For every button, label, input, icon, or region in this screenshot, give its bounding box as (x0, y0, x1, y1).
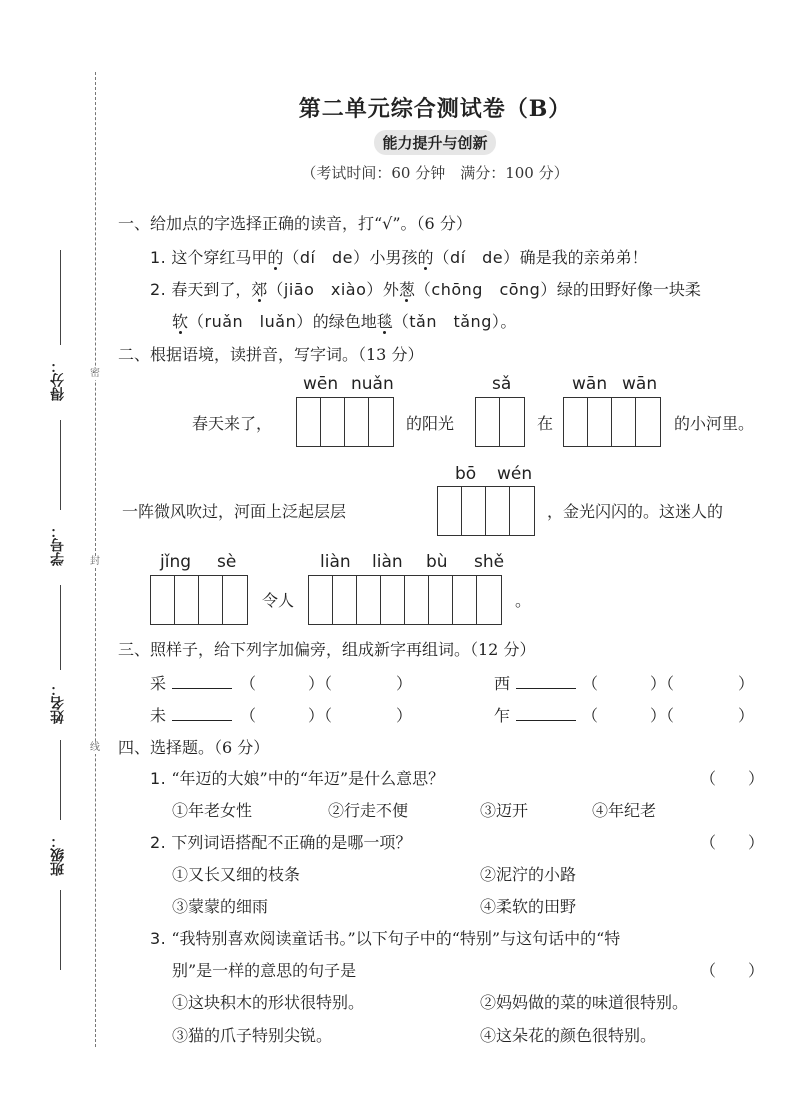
grid-cell[interactable] (345, 398, 369, 446)
s4-q2-number: 2. (150, 833, 167, 852)
s4-q1-option-1[interactable]: ①年老女性 (172, 801, 253, 820)
grid-cell[interactable] (321, 398, 345, 446)
s4-q3-option-1[interactable]: ①这块积木的形状很特别。 (172, 993, 365, 1012)
s4-question-2 (150, 830, 411, 853)
s3-paren-close: ） (396, 706, 413, 725)
grid-cell[interactable] (381, 576, 405, 624)
grid-cell[interactable] (333, 576, 357, 624)
section-2-heading: 二、根据语境，读拼音，写字词。（13 分） (118, 345, 424, 364)
pinyin-wen2: wén (497, 464, 533, 484)
s1-q2-dotted-char-3: 软 (172, 312, 189, 331)
s1-q2-text-3: 绿的田野好像一块柔 (556, 280, 701, 299)
section-1-heading: 一、给加点的字选择正确的读音，打“√”。（6 分） (118, 214, 472, 233)
s4-q2-option-4[interactable]: ④柔软的田野 (480, 897, 577, 916)
s4-q1-answer-paren[interactable]: （ ） (700, 769, 765, 788)
s4-q1-option-2[interactable]: ②行走不便 (328, 801, 409, 820)
s1-q2-pinyin-choice-2[interactable]: （chōng cōng） (414, 280, 557, 299)
grid-cell[interactable] (297, 398, 321, 446)
s3-paren-close: ） (396, 674, 413, 693)
s1-q2-text-1: 春天到了， (171, 280, 252, 299)
s1-q1-text-3: 确是我的亲弟弟！ (519, 248, 648, 267)
s3-char-wei: 未 (150, 706, 167, 725)
writing-grid-sa[interactable] (475, 397, 525, 447)
s4-q1-text: “年迈的大娘”中的“年迈”是什么意思？ (171, 769, 445, 788)
page-title: 第二单元综合测试卷（B） (298, 96, 572, 122)
s2-text-golden: ，金光闪闪的。这迷人的 (547, 502, 724, 521)
s3-char-xi: 西 (494, 674, 511, 693)
class-label: 班级： (50, 834, 66, 876)
section-3-heading: 三、照样子，给下列字加偏旁，组成新字再组词。（12 分） (118, 640, 536, 659)
s4-q3-option-4[interactable]: ④这朵花的颜色很特别。 (480, 1026, 657, 1045)
pinyin-wan-2: wān (622, 374, 658, 394)
grid-cell[interactable] (405, 576, 429, 624)
s3-paren-open: （ (240, 674, 257, 693)
grid-cell[interactable] (369, 398, 393, 446)
s4-q2-option-1[interactable]: ①又长又细的枝条 (172, 865, 301, 884)
s1-q2-text-2: 外 (382, 280, 399, 299)
writing-grid-bowen[interactable] (437, 486, 535, 536)
pinyin-bo: bō (455, 464, 477, 484)
s1-q2-text-5: 。 (500, 312, 517, 331)
writing-grid-jingse[interactable] (150, 575, 248, 625)
pinyin-lian-2: liàn (372, 552, 403, 572)
pinyin-wan-1: wān (572, 374, 608, 394)
s4-q3-text-1: “我特别喜欢阅读童话书。”以下句子中的“特别”与这句话中的“特 (171, 929, 621, 948)
writing-grid-wennuan[interactable] (296, 397, 394, 447)
pinyin-jing: jǐng (160, 552, 192, 572)
s3-paren-close: ） (738, 706, 755, 725)
s4-q3-option-2[interactable]: ②妈妈做的菜的味道很特别。 (480, 993, 689, 1012)
subtitle-wrap (0, 130, 794, 155)
student-id-label: 学号： (50, 524, 66, 566)
writing-grid-lianlianbushe[interactable] (308, 575, 502, 625)
s4-q3-option-3[interactable]: ③猫的爪子特别尖锐。 (172, 1026, 333, 1045)
s3-blank-zha[interactable] (516, 706, 576, 721)
score-write-line[interactable] (60, 250, 61, 345)
s4-q2-option-2[interactable]: ②泥泞的小路 (480, 865, 577, 884)
seal-char-mi: 密 (90, 368, 100, 379)
s1-q2-dotted-char-4: 毯 (376, 312, 393, 331)
s3-paren-mid[interactable]: ）（ (650, 706, 675, 725)
s3-paren-mid[interactable]: ）（ (308, 706, 333, 725)
pinyin-nuan: nuǎn (351, 374, 394, 394)
s4-question-1 (150, 766, 444, 789)
pinyin-se: sè (217, 552, 237, 572)
s3-paren-open: （ (240, 706, 257, 725)
class-write-line-lower[interactable] (60, 890, 61, 970)
pinyin-she: shě (474, 552, 505, 572)
writing-grid-wanwan[interactable] (563, 397, 661, 447)
seal-char-feng: 封 (90, 556, 100, 567)
class-write-line[interactable] (60, 740, 61, 820)
s3-char-zha: 乍 (494, 706, 511, 725)
grid-cell[interactable] (477, 576, 501, 624)
exam-info: （考试时间：60 分钟 满分：100 分） (301, 164, 569, 182)
s1-q1-pinyin-choice-1[interactable]: （dí de） (283, 248, 370, 267)
s3-blank-xi[interactable] (516, 674, 576, 689)
grid-cell[interactable] (151, 576, 175, 624)
pinyin-lian-1: liàn (320, 552, 351, 572)
grid-cell[interactable] (462, 487, 486, 535)
s3-paren-open: （ (582, 674, 599, 693)
grid-cell[interactable] (612, 398, 636, 446)
subtitle-badge: 能力提升与创新 (374, 130, 495, 155)
s2-text-river: 的小河里。 (674, 414, 755, 433)
grid-cell[interactable] (588, 398, 612, 446)
s3-paren-open: （ (582, 706, 599, 725)
name-write-line[interactable] (60, 585, 61, 670)
grid-cell[interactable] (636, 398, 660, 446)
s4-q2-answer-paren[interactable]: （ ） (700, 833, 765, 852)
s1-q2-dotted-char-1: 郊 (251, 280, 268, 299)
s2-text-sunshine: 的阳光 (406, 414, 455, 433)
pinyin-sa: sǎ (492, 374, 512, 394)
s3-char-cai: 采 (150, 674, 167, 693)
s1-q2-number: 2. (150, 280, 167, 299)
s1-q2-dotted-char-2: 葱 (398, 280, 415, 299)
grid-cell[interactable] (500, 398, 524, 446)
grid-cell[interactable] (438, 487, 462, 535)
s4-q3-text-2: 别”是一样的意思的句子是 (172, 961, 357, 980)
s3-blank-wei[interactable] (172, 706, 232, 721)
grid-cell[interactable] (564, 398, 588, 446)
s1-q1-pinyin-choice-2[interactable]: （dí de） (433, 248, 520, 267)
s3-paren-mid[interactable]: ）（ (308, 674, 333, 693)
s4-q1-option-4[interactable]: ④年纪老 (592, 801, 657, 820)
grid-cell[interactable] (510, 487, 534, 535)
s4-q3-answer-paren[interactable]: （ ） (700, 961, 765, 980)
s4-q3-number: 3. (150, 929, 167, 948)
s3-paren-close: ） (738, 674, 755, 693)
s4-q2-option-3[interactable]: ③蒙蒙的细雨 (172, 897, 269, 916)
pinyin-bu: bù (426, 552, 448, 572)
grid-cell[interactable] (476, 398, 500, 446)
s4-question-3 (150, 926, 620, 949)
s1-q1-text-1: 这个穿红马甲 (171, 248, 268, 267)
grid-cell[interactable] (175, 576, 199, 624)
s1-q1-dotted-char-1: 的 (267, 248, 284, 267)
grid-cell[interactable] (429, 576, 453, 624)
name-label: 姓名： (50, 682, 66, 724)
s2-text-breeze: 一阵微风吹过，河面上泛起层层 (122, 502, 347, 521)
s4-q2-text: 下列词语搭配不正确的是哪一项？ (171, 833, 412, 852)
s3-blank-cai[interactable] (172, 674, 232, 689)
s1-q2-pinyin-choice-1[interactable]: （jiāo xiào） (267, 280, 383, 299)
s1-q1-text-2: 小男孩 (369, 248, 418, 267)
section-4-heading: 四、选择题。（6 分） (118, 738, 270, 757)
s1-question-2-cont (172, 309, 516, 332)
s4-q1-number: 1. (150, 769, 167, 788)
grid-cell[interactable] (357, 576, 381, 624)
s4-q1-option-3[interactable]: ③迈开 (480, 801, 529, 820)
student-id-write-line[interactable] (60, 420, 61, 510)
s2-text-spring: 春天来了， (192, 414, 273, 433)
grid-cell[interactable] (309, 576, 333, 624)
grid-cell[interactable] (486, 487, 510, 535)
s2-text-lingren: 令人 (262, 591, 295, 610)
s1-q2-pinyin-choice-4[interactable]: （tǎn tǎng） (392, 312, 501, 331)
s1-question-1 (150, 245, 648, 268)
s1-q1-number: 1. (150, 248, 167, 267)
grid-cell[interactable] (199, 576, 223, 624)
s1-q1-dotted-char-2: 的 (417, 248, 434, 267)
s3-paren-mid[interactable]: ）（ (650, 674, 675, 693)
s2-text-zai: 在 (537, 414, 554, 433)
seal-char-xian: 线 (90, 742, 100, 753)
s2-text-period: 。 (515, 591, 532, 610)
pinyin-wen: wēn (303, 374, 339, 394)
grid-cell[interactable] (223, 576, 247, 624)
score-label: 得分： (50, 359, 66, 401)
s1-question-2 (150, 277, 701, 300)
s1-q2-pinyin-choice-3[interactable]: （ruǎn luǎn） (188, 312, 313, 331)
grid-cell[interactable] (453, 576, 477, 624)
s1-q2-text-4: 的绿色地 (312, 312, 377, 331)
